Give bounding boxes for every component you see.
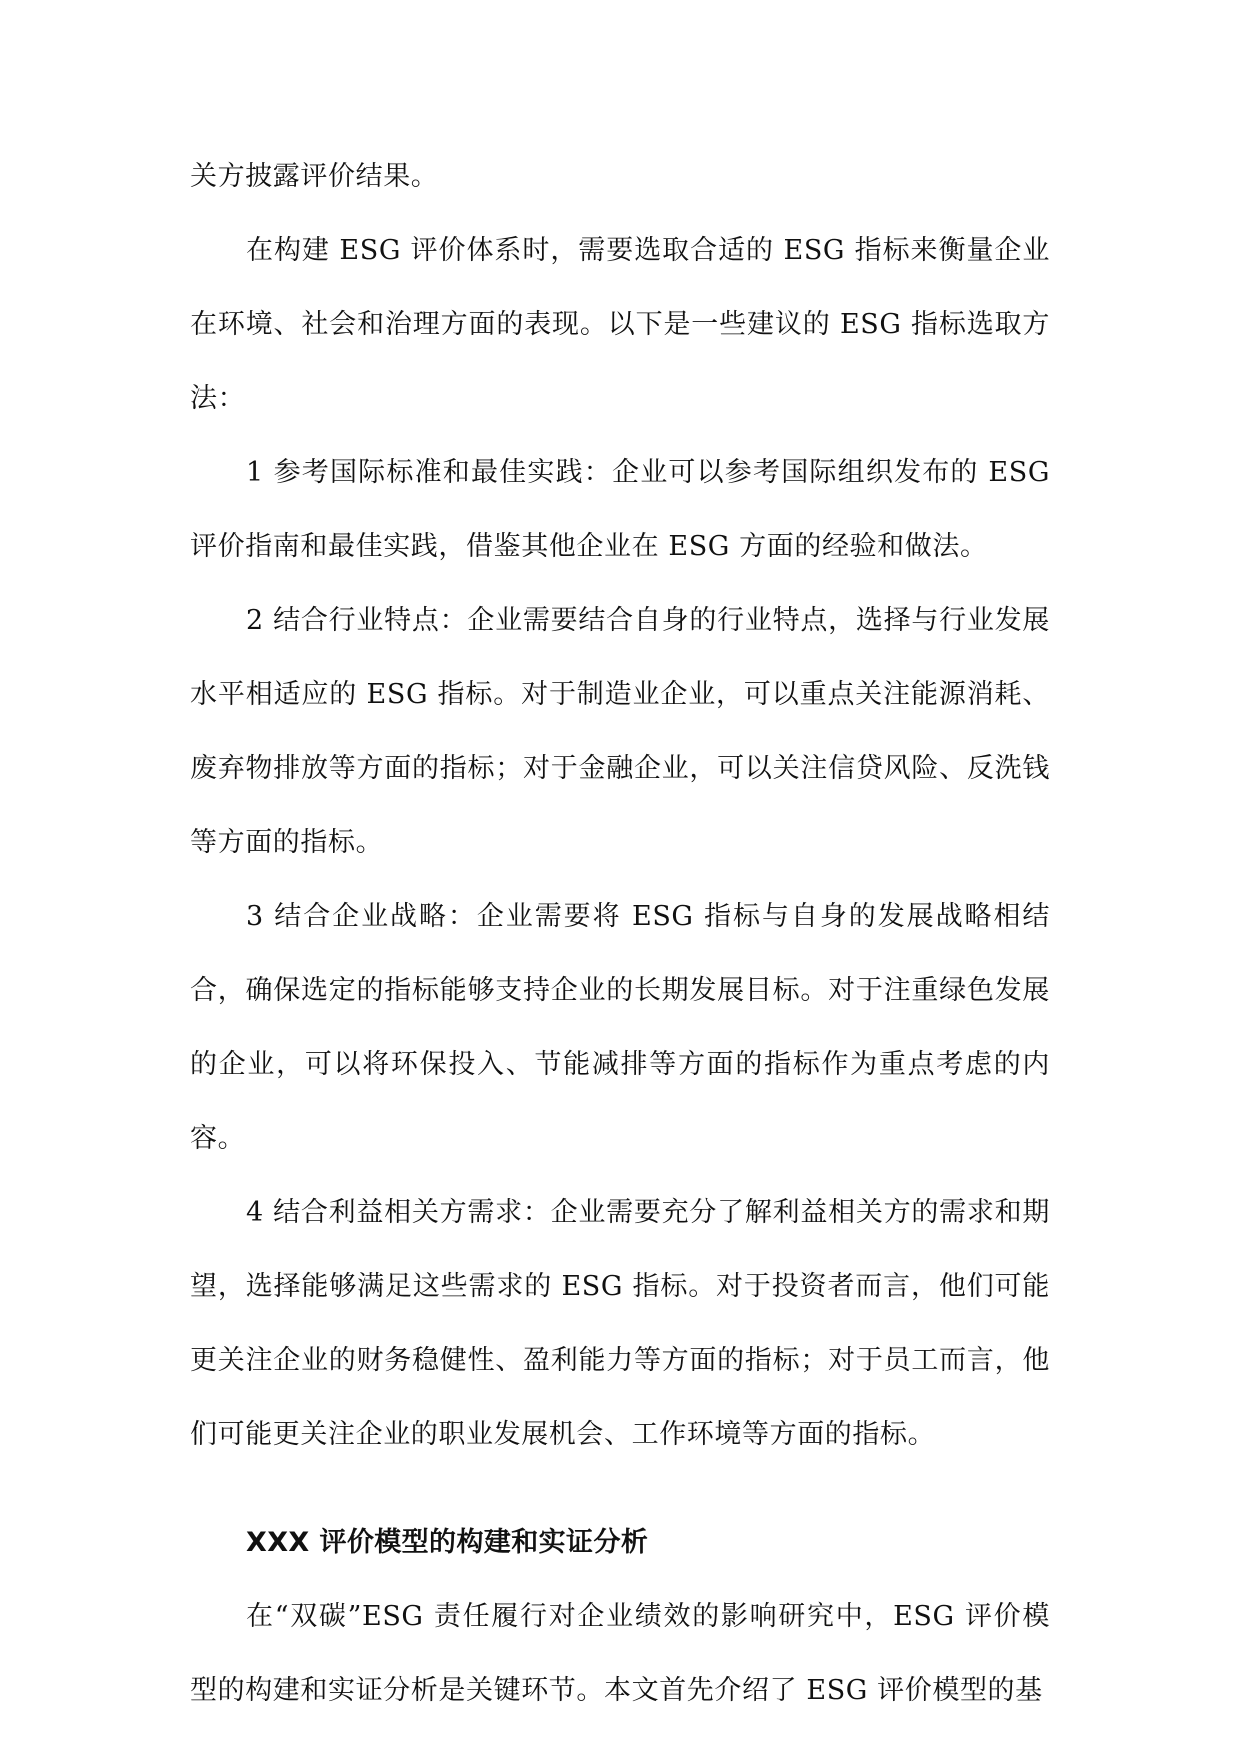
paragraph-item-4: 4 结合利益相关方需求：企业需要充分了解利益相关方的需求和期望，选择能够满足这些需求的 ESG 指标。对于投资者而言，他们可能更关注企业的财务稳健性、盈利能力等方面的指标；对于员工而言，他们可能更关注企业的职业发展机会、工作环境等方面的指标。 [190, 1197, 1050, 1450]
paragraph-section-intro: 在“双碳”ESG 责任履行对企业绩效的影响研究中，ESG 评价模型的构建和实证分析是关键环节。本文首先介绍了 ESG 评价模型的基 [190, 1601, 1050, 1706]
section-heading: XXX 评价模型的构建和实证分析 [246, 1527, 649, 1558]
document-page [190, 140, 1050, 1728]
paragraph-item-2: 2 结合行业特点：企业需要结合自身的行业特点，选择与行业发展水平相适应的 ESG 指标。对于制造业企业，可以重点关注能源消耗、废弃物排放等方面的指标；对于金融企业，可以关注信贷风险、反洗钱等方面的指标。 [190, 605, 1050, 858]
paragraph-item-1: 1 参考国际标准和最佳实践：企业可以参考国际组织发布的 ESG 评价指南和最佳实践，借鉴其他企业在 ESG 方面的经验和做法。 [190, 457, 1050, 562]
paragraph-intro: 在构建 ESG 评价体系时，需要选取合适的 ESG 指标来衡量企业在环境、社会和治理方面的表现。以下是一些建议的 ESG 指标选取方法： [190, 235, 1050, 414]
paragraph-item-3: 3 结合企业战略：企业需要将 ESG 指标与自身的发展战略相结合，确保选定的指标能够支持企业的长期发展目标。对于注重绿色发展的企业，可以将环保投入、节能减排等方面的指标作为重点考虑的内容。 [190, 901, 1050, 1154]
paragraph-continuation: 关方披露评价结果。 [190, 161, 439, 192]
